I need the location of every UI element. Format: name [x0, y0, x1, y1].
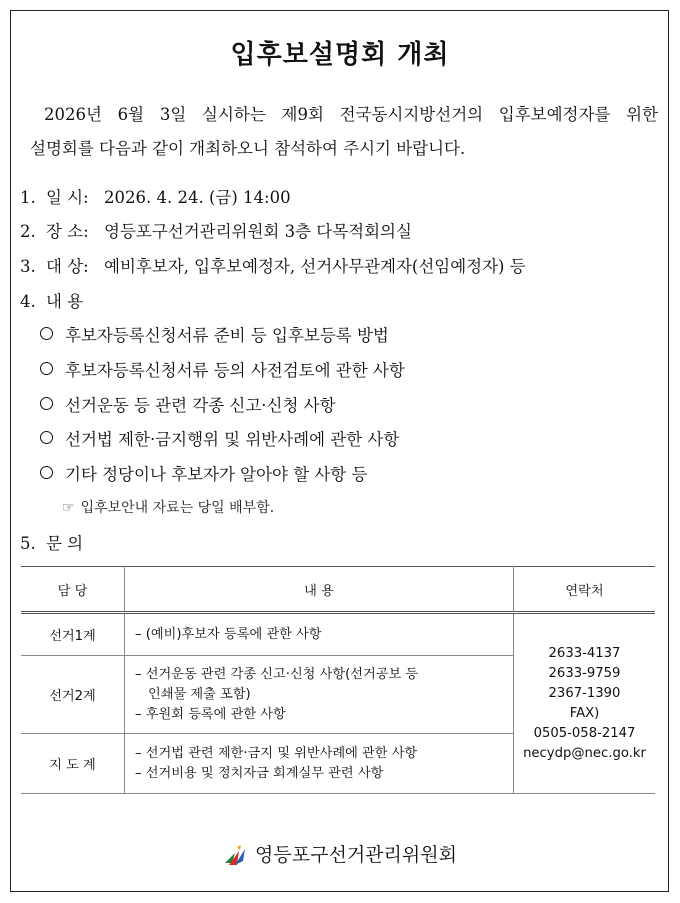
item-datetime [20, 184, 291, 208]
item-label: 문 의 [46, 534, 84, 553]
item-audience [20, 253, 526, 277]
content-bullet: 기타 정당이나 후보자가 알아야 할 사항 등 [40, 461, 367, 485]
table-row [21, 613, 655, 656]
item-value: 영등포구선거관리위원회 3층 다목적회의실 [104, 222, 412, 241]
circle-bullet-icon [40, 466, 53, 479]
circle-bullet-icon [40, 397, 53, 410]
item-content [20, 288, 104, 312]
item-label: 내 용 [46, 292, 84, 311]
election-commission-logo-icon [223, 843, 249, 872]
item-value: 2026. 4. 24. (금) 14:00 [104, 188, 291, 207]
handout-note: ☞ 입후보안내 자료는 당일 배부함. [62, 500, 275, 516]
content-bullet: 후보자등록신청서류 준비 등 입후보등록 방법 [40, 322, 389, 346]
page-title: 입후보설명회 개최 [230, 40, 450, 70]
contact-phone: 2633-4137 [548, 645, 621, 661]
circle-bullet-icon [40, 362, 53, 375]
item-label: 일 시: [46, 188, 89, 207]
item-location [20, 218, 412, 242]
dept-cell: 지 도 계 [21, 734, 125, 794]
contact-phone: 2367-1390 [548, 685, 621, 701]
item-number: 1. [20, 188, 36, 207]
contact-cell [514, 613, 656, 794]
intro-paragraph [30, 98, 658, 166]
dept-cell: 선거1계 [21, 613, 125, 656]
dept-cell: 선거2계 [21, 656, 125, 734]
item-value: 예비후보자, 입후보예정자, 선거사무관계자(선임예정자) 등 [104, 257, 526, 276]
contact-fax: 0505-058-2147 [533, 725, 636, 741]
content-bullet: 선거운동 등 관련 각종 신고·신청 사항 [40, 392, 336, 416]
inquiry-table [21, 566, 655, 794]
contact-email[interactable]: necydp@nec.go.kr [523, 745, 646, 761]
item-label: 대 상: [46, 257, 89, 276]
header-contact: 연락처 [514, 567, 656, 613]
header-content: 내 용 [125, 567, 514, 613]
item-label: 장 소: [46, 222, 89, 241]
circle-bullet-icon [40, 327, 53, 340]
item-number: 2. [20, 222, 36, 241]
header-dept: 담 당 [21, 567, 125, 613]
intro-line-2: 설명회를 다음과 같이 개최하오니 참석하여 주시기 바랍니다. [30, 139, 466, 158]
circle-bullet-icon [40, 431, 53, 444]
footer-organization [0, 840, 680, 872]
item-number: 4. [20, 292, 36, 311]
item-inquiry [20, 530, 104, 554]
contact-fax-label: FAX) [569, 705, 600, 721]
pointing-hand-icon: ☞ [62, 500, 75, 516]
contact-phone: 2633-9759 [548, 665, 621, 681]
intro-line-1: 2026년 6월 3일 실시하는 제9회 전국동시지방선거의 입후보예정자를 위한 [44, 105, 658, 124]
table-header-row [21, 567, 655, 613]
content-bullet: 후보자등록신청서류 등의 사전검토에 관한 사항 [40, 357, 405, 381]
item-number: 3. [20, 257, 36, 276]
content-cell: – (예비)후보자 등록에 관한 사항 [125, 613, 514, 656]
content-cell: – 선거법 관련 제한·금지 및 위반사례에 관한 사항 – 선거비용 및 정치자금 회계실무 관련 사항 [125, 734, 514, 794]
item-number: 5. [20, 534, 36, 553]
content-cell: – 선거운동 관련 각종 신고·신청 사항(선거공보 등 인쇄물 제출 포함) – 후원회 등록에 관한 사항 [125, 656, 514, 734]
footer-text: 영등포구선거관리위원회 [255, 844, 457, 866]
content-bullet: 선거법 제한·금지행위 및 위반사례에 관한 사항 [40, 426, 399, 450]
